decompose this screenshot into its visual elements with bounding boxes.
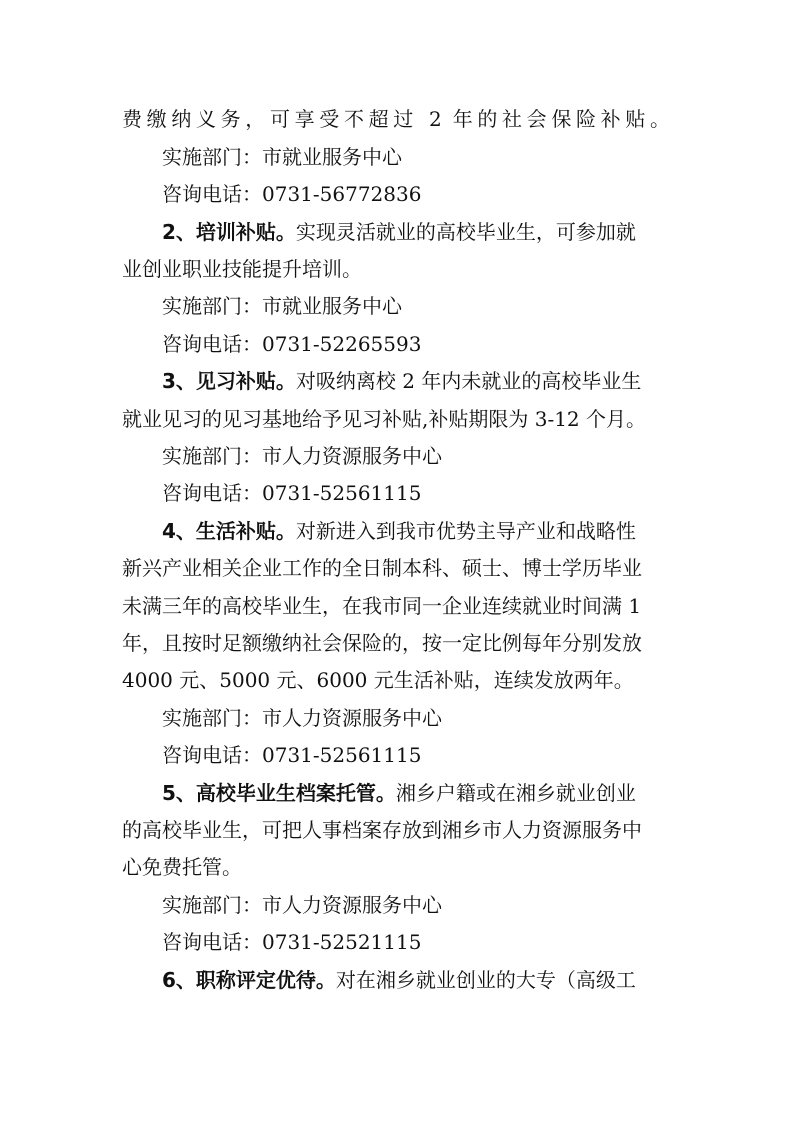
department-line: 实施部门：市就业服务中心 bbox=[162, 294, 402, 318]
paragraph-line: 未满三年的高校毕业生，在我市同一企业连续就业时间满 1 bbox=[122, 594, 642, 618]
paragraph-line: 费缴纳义务，可享受不超过 2 年的社会保险补贴。 bbox=[122, 107, 670, 131]
item-title: 6、职称评定优待。 bbox=[162, 968, 336, 992]
item-title: 4、生活补贴。 bbox=[162, 519, 296, 543]
phone-line: 咨询电话：0731-52265593 bbox=[162, 332, 422, 356]
item-heading-line bbox=[162, 517, 636, 545]
paragraph-line: 4000 元、5000 元、6000 元生活补贴，连续发放两年。 bbox=[122, 668, 634, 692]
paragraph-line: 心免费托管。 bbox=[122, 855, 242, 879]
item-text: 实现灵活就业的高校毕业生，可参加就 bbox=[295, 220, 636, 244]
department-line: 实施部门：市人力资源服务中心 bbox=[162, 444, 442, 468]
item-text: 对吸纳离校 2 年内未就业的高校毕业生 bbox=[295, 369, 642, 393]
paragraph-line: 就业见习的见习基地给予见习补贴,补贴期限为 3-12 个月。 bbox=[122, 407, 647, 431]
item-text: 对新进入到我市优势主导产业和战略性 bbox=[295, 519, 636, 543]
department-line: 实施部门：市就业服务中心 bbox=[162, 145, 402, 169]
department-line: 实施部门：市人力资源服务中心 bbox=[162, 706, 442, 730]
item-text: 对在湘乡就业创业的大专（高级工 bbox=[335, 968, 636, 992]
phone-line: 咨询电话：0731-52561115 bbox=[162, 743, 422, 767]
phone-line: 咨询电话：0731-52561115 bbox=[162, 481, 422, 505]
item-heading-line bbox=[162, 779, 636, 807]
department-line: 实施部门：市人力资源服务中心 bbox=[162, 893, 442, 917]
item-title: 5、高校毕业生档案托管。 bbox=[162, 781, 396, 805]
paragraph-line: 的高校毕业生，可把人事档案存放到湘乡市人力资源服务中 bbox=[122, 818, 642, 842]
item-text: 湘乡户籍或在湘乡就业创业 bbox=[395, 781, 636, 805]
phone-line: 咨询电话：0731-52521115 bbox=[162, 930, 422, 954]
item-heading-line bbox=[162, 218, 670, 246]
item-heading-line bbox=[162, 966, 636, 994]
item-title: 2、培训补贴。 bbox=[162, 220, 296, 244]
item-title: 3、见习补贴。 bbox=[162, 369, 296, 393]
paragraph-line: 业创业职业技能提升培训。 bbox=[122, 257, 362, 281]
paragraph-line: 年，且按时足额缴纳社会保险的，按一定比例每年分别发放 bbox=[122, 631, 642, 655]
phone-line: 咨询电话：0731-56772836 bbox=[162, 182, 422, 206]
item-heading-line bbox=[162, 367, 641, 395]
paragraph-line: 新兴产业相关企业工作的全日制本科、硕士、博士学历毕业 bbox=[122, 556, 642, 580]
